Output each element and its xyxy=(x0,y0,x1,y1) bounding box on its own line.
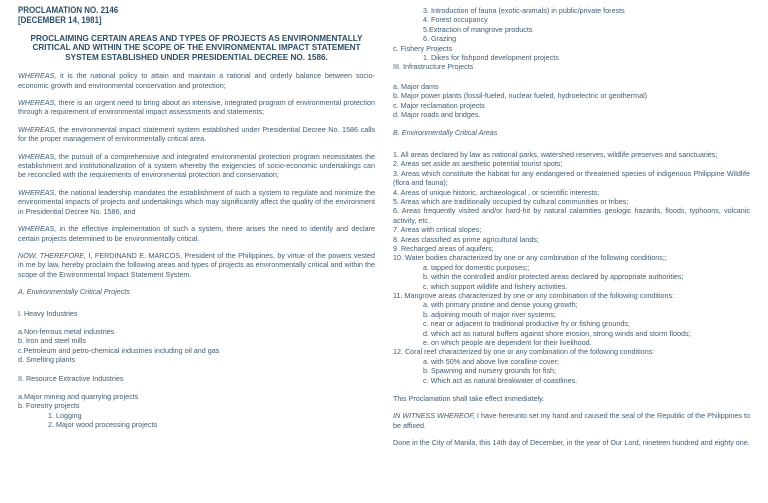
right-column xyxy=(393,6,750,456)
list-item: 2. Areas set aside as aesthetic potential tourist spots; xyxy=(393,159,563,169)
forestry-continued-list xyxy=(393,6,750,72)
list-item: 5. Areas which are traditionally occupied by cultural communities or tribes; xyxy=(393,196,629,206)
list-item: d. which act as natural buffers against shore erosion, strong winds and storm floods; xyxy=(423,328,691,338)
clause-text: I, FERDINAND E. MARCOS, President of the Philippines, by virtue of the powers vested in me by law, hereby proclaim the following areas and types of projects as environmentally critical and within the scope of the Environmental Impact Statement System. xyxy=(18,250,375,279)
clause-text: there is an urgent need to bring about an intensive, integrated program of environmental protection through a requirement of environmental impact assessments and statements; xyxy=(18,98,375,117)
resource-industries-heading: II. Resource Extractive Industries xyxy=(18,373,124,383)
clause-text: the environmental impact statement system established under Presidential Decree No. 1586 calls for the proper management of environmentally critical area. xyxy=(18,124,375,144)
list-item: a. Major dams xyxy=(393,81,439,91)
list-item: 3. Introduction of fauna (exotic-animals) in public/private forests xyxy=(423,6,625,15)
whereas-clause xyxy=(18,125,375,144)
section-a-heading: A. Environmentally Critical Projects xyxy=(18,287,130,297)
whereas-clause xyxy=(18,152,375,180)
list-item: b. Forestry projects xyxy=(18,401,80,411)
proclamation-date: [DECEMBER 14, 1981] xyxy=(18,14,102,25)
list-item: c. Major reclamation projects xyxy=(393,100,485,110)
clause-text: it is the national policy to attain and maintain a rational and orderly balance between socio-economic growth and environmental conservation and protection; xyxy=(18,71,375,90)
clause-lead: WHEREAS, xyxy=(18,98,57,108)
whereas-clause xyxy=(18,188,375,216)
clause-lead: WHEREAS, xyxy=(18,124,57,134)
list-item: 9. Recharged areas of aquifers; xyxy=(393,243,494,253)
list-item: 5.Extraction of mangrove products xyxy=(423,24,533,34)
infrastructure-heading: III. Infrastructure Projects xyxy=(393,62,474,72)
effectivity-clause: This Proclamation shall take effect immediately. xyxy=(393,394,545,404)
witness-clause xyxy=(393,411,750,430)
list-item: c. which support wildlife and fishery activities. xyxy=(423,281,568,291)
list-item: a. tapped for domestic purposes;; xyxy=(423,262,530,272)
list-item: c. Fishery Projects xyxy=(393,43,453,53)
clause-text: the pursuit of a comprehensive and integrated environmental protection program necessitates the establishment and institutionalization of a system whereby the exigencies of socio-economic undertakings can be reconciled with the requirements of environmental protection and conservation; xyxy=(18,151,375,180)
list-item: d. Major roads and bridges. xyxy=(393,110,481,120)
list-item: 1. All areas declared by law as national parks, watershed reserves, wildlife preserves and sanctuaries; xyxy=(393,149,718,159)
list-item: 8. Areas classified as prime agricultural lands; xyxy=(393,234,539,244)
list-item: e. on which people are dependent for their livelihood. xyxy=(423,338,592,347)
list-item: 11. Mangrove areas characterized by one or any combination of the following conditions: xyxy=(393,290,675,300)
list-item: d. Smelting plants xyxy=(18,355,76,365)
critical-areas-list xyxy=(393,150,750,385)
clause-text: the national leadership mandates the establishment of such a system to regulate and minimize the environmental impacts of projects and undertakings which may significantly affect the quality of the environment in Presidential Decree No. 1586, and xyxy=(18,187,375,216)
clause-text: in the effective implementation of such a system, there arises the need to identify and declare certain projects determined to be environmentally critical. xyxy=(18,224,375,243)
list-item: 2. Major wood processing projects xyxy=(48,420,158,430)
list-item: b. within the controlled and/or protected areas declared by appropriate authorities; xyxy=(423,272,684,282)
infrastructure-list xyxy=(393,82,750,120)
list-item: 6. Grazing xyxy=(423,34,457,44)
list-item: 4. Areas of unique historic, archaeological , or scientific interests; xyxy=(393,187,600,197)
list-item: 7. Areas with critical slopes; xyxy=(393,225,482,235)
list-item: 12. Coral reef characterized by one or any combination of the following conditions: xyxy=(393,347,655,357)
clause-lead: NOW, THEREFORE, xyxy=(18,250,87,260)
now-therefore-clause xyxy=(18,251,375,279)
clause-text: I have hereunto set my hand and caused the seal of the Republic of the Philippines to be affixed. xyxy=(393,411,750,430)
clause-lead: IN WITNESS WHEREOF, xyxy=(393,411,475,421)
clause-lead: WHEREAS, xyxy=(18,151,57,161)
list-item: 6. Areas frequently visited and/or hard-hit by natural calamities geologic hazards, floods, typhoons, volcanic activity, etc. xyxy=(393,206,750,225)
list-item: b. Iron and steel mills xyxy=(18,336,86,346)
left-column xyxy=(18,6,375,430)
list-item: b. Major power plants (fossil-fueled, nuclear fueled, hydroelectric or geothermal) xyxy=(393,91,648,101)
list-item: c.Petroleum and petro-chemical industries including oil and gas xyxy=(18,345,220,355)
list-item: b. Spawning and nursery grounds for fish; xyxy=(423,366,557,376)
list-item: 1. Dikes for fishpond development projects xyxy=(423,53,559,63)
list-item: b. adjoining mouth of major river systems; xyxy=(423,309,557,319)
list-item: 4. Forest occupancy xyxy=(423,15,488,25)
list-item: 1. Logging xyxy=(48,410,82,420)
clause-lead: WHEREAS, xyxy=(18,71,57,81)
whereas-clause xyxy=(18,71,375,90)
heavy-industries-list xyxy=(18,327,375,365)
clause-lead: WHEREAS, xyxy=(18,187,57,197)
document-title: PROCLAIMING CERTAIN AREAS AND TYPES OF PROJECTS AS ENVIRONMENTALLY CRITICAL AND WITHIN THE SCOPE OF THE ENVIRONMENTAL IMPACT STATEMENT SYSTEM ESTABLISHED UNDER PRESIDENTIAL DECREE NO. 1586. xyxy=(30,34,363,62)
resource-industries-list xyxy=(18,392,375,430)
list-item: a.Non-ferrous metal industries xyxy=(18,326,115,336)
clause-lead: WHEREAS, xyxy=(18,224,57,234)
whereas-clause xyxy=(18,224,375,243)
heavy-industries-heading: I. Heavy Industries xyxy=(18,308,78,318)
list-item: 3. Areas which constitute the habitat for any endangered or threatened species of indigenous Philippine Wildlife (flora and fauna); xyxy=(393,168,750,188)
done-clause: Done in the City of Manila, this 14th day of December, in the year of Our Lord, nineteen hundred and eighty one. xyxy=(393,438,750,448)
list-item: 10. Water bodies characterized by one or any combination of the following conditions;; xyxy=(393,253,667,263)
list-item: a. with primary pristine and dense young growth; xyxy=(423,300,578,310)
whereas-clause xyxy=(18,98,375,117)
list-item: c. Which act as natural breakwater of coastlines. xyxy=(423,375,578,385)
proclamation-number: PROCLAMATION NO. 2146 xyxy=(18,5,119,15)
list-item: a. with 50% and above live coralline cover; xyxy=(423,356,559,366)
list-item: a.Major mining and quarrying projects xyxy=(18,391,139,401)
list-item: c. near or adjacent to traditional productive fry or fishing grounds; xyxy=(423,319,630,329)
section-b-heading: B. Environmentally Critical Areas xyxy=(393,128,498,138)
